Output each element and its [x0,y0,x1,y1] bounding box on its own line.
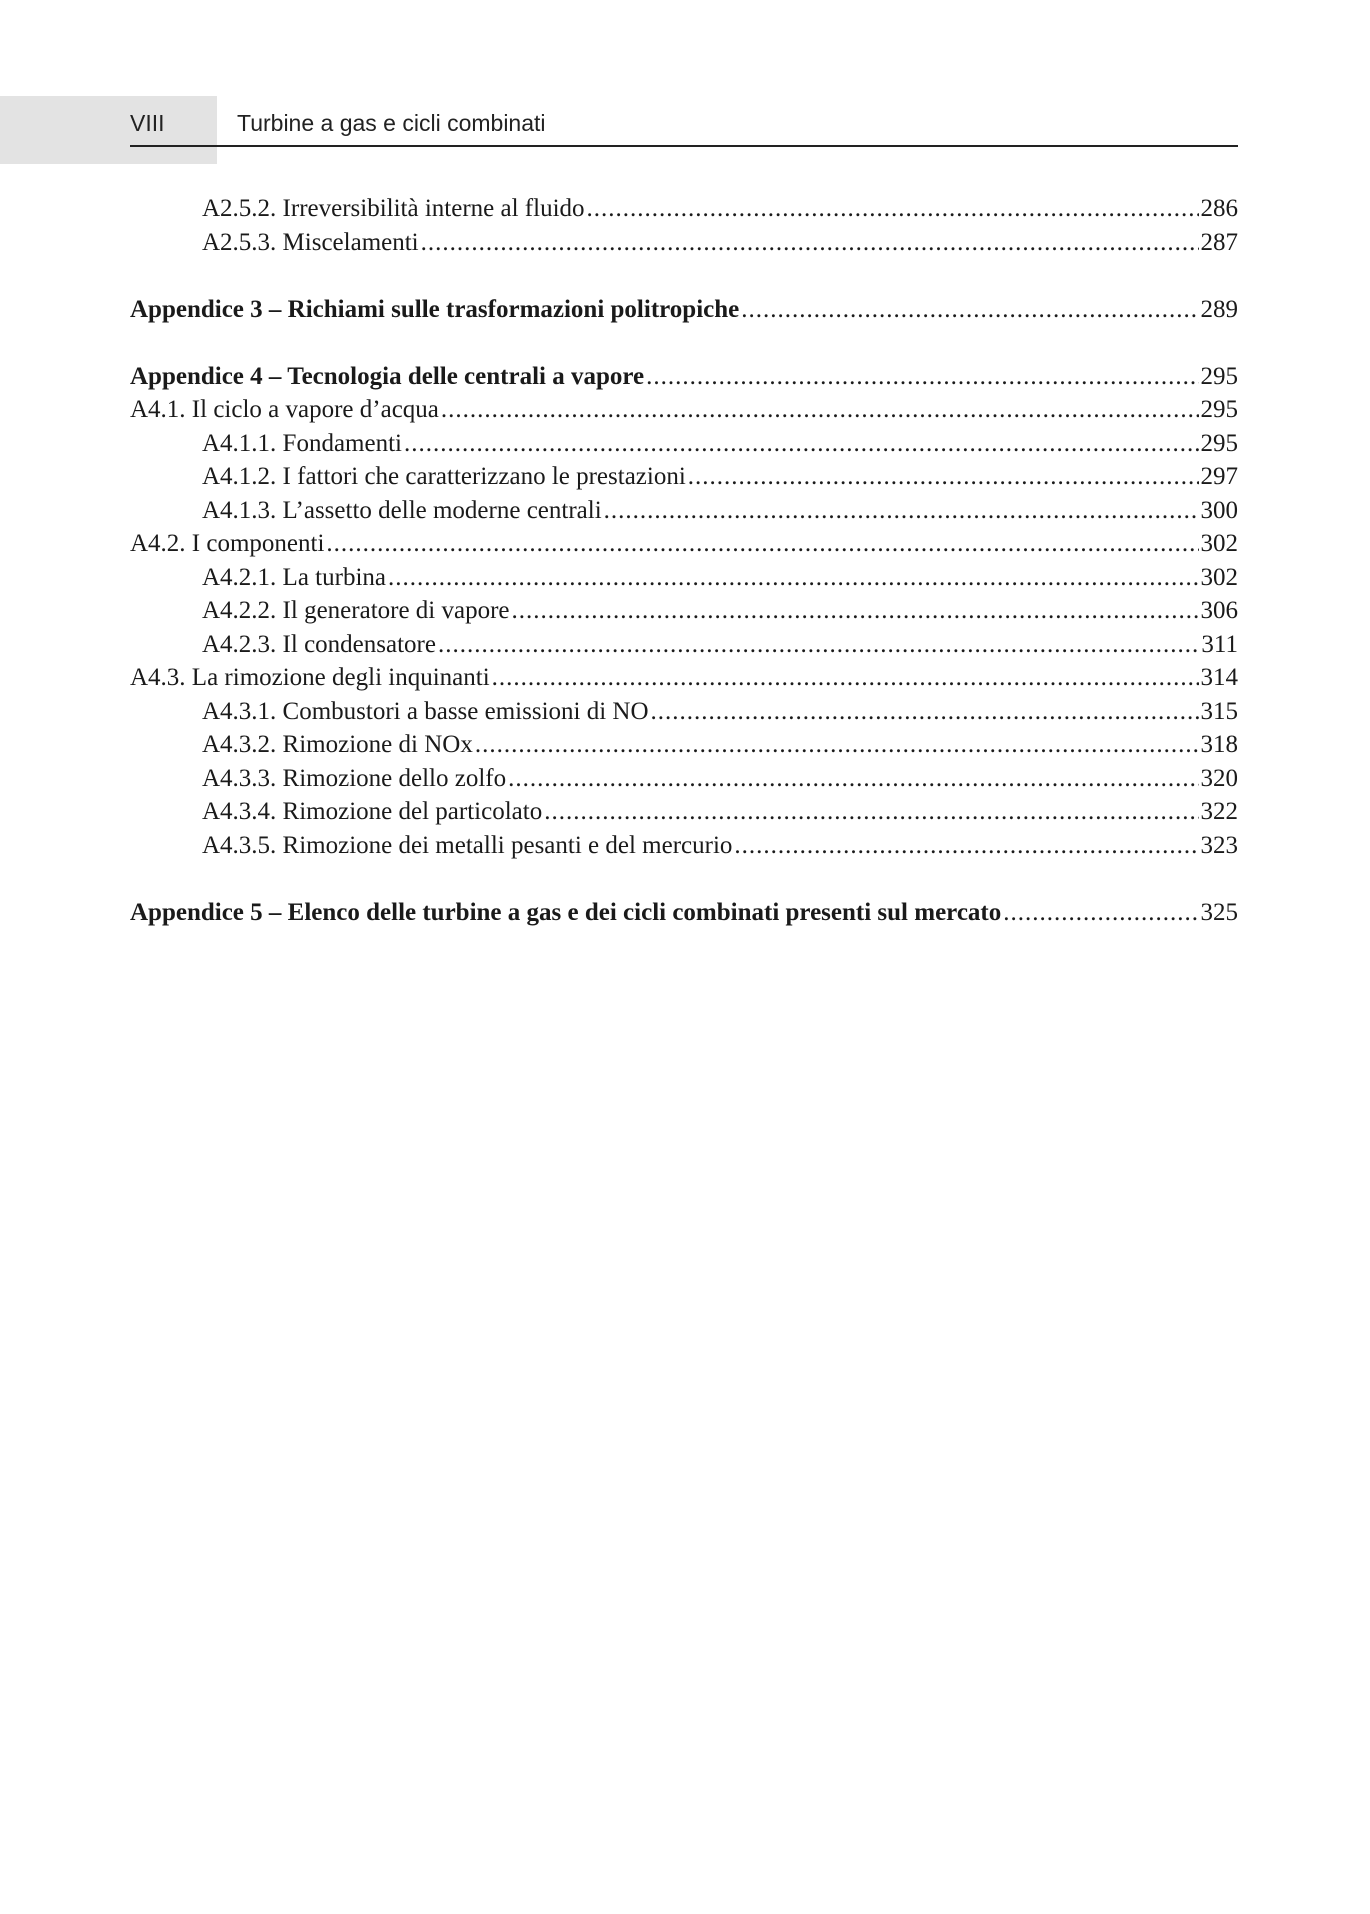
toc-spacer [130,326,1238,360]
running-header [130,110,1238,146]
toc-entry-title: Appendice 4 – Tecnologia delle centrali a vapore [130,362,645,390]
toc-page-number: 323 [1200,831,1238,859]
toc-dot-leader [741,293,1198,327]
toc-dot-leader [388,561,1199,595]
toc-dot-leader [587,192,1199,226]
toc-entry[interactable] [130,661,1238,695]
toc-dot-leader [512,594,1199,628]
toc-entry-title: A4.3.4. Rimozione del particolato [202,798,543,825]
toc-dot-leader [646,360,1198,394]
toc-page-number: 314 [1200,664,1238,691]
toc-entry-title: A4.2.1. La turbina [202,563,386,591]
toc-entry[interactable] [130,628,1238,662]
toc-page-number: 302 [1200,530,1238,557]
toc-entry[interactable] [130,527,1238,561]
toc-dot-leader [1003,896,1198,930]
toc-dot-leader [508,762,1198,796]
toc-dot-leader [604,494,1199,528]
toc-entry-title: A4.1.3. L’assetto delle moderne centrali [202,496,602,524]
toc-dot-leader [421,226,1199,260]
toc-entry[interactable] [130,460,1238,494]
toc-appendix-entry[interactable] [130,360,1238,394]
toc-page-number: 325 [1200,898,1238,926]
toc-dot-leader [404,427,1199,461]
toc-entry[interactable] [130,393,1238,427]
toc-page-number: 302 [1200,563,1238,591]
toc-spacer [130,862,1238,896]
toc-page-number: 320 [1200,764,1238,792]
toc-entry-title: A2.5.2. Irreversibilità interne al fluido [202,195,585,222]
toc-dot-leader [688,460,1199,494]
toc-dot-leader [475,728,1199,762]
toc-entry-title: Appendice 3 – Richiami sulle trasformazioni politropiche [130,295,740,323]
toc-entry[interactable] [130,494,1238,528]
toc-dot-leader [441,393,1199,427]
page-number: VIII [130,110,165,136]
toc-entry-title: A4.1.1. Fondamenti [202,429,402,457]
toc-page-number: 295 [1200,362,1238,390]
toc-entry[interactable] [130,762,1238,796]
toc-appendix-entry[interactable] [130,896,1238,930]
toc-entry[interactable] [130,695,1238,729]
toc-page-number: 306 [1200,597,1238,624]
toc-page-number: 300 [1200,496,1238,524]
toc-page-number: 289 [1200,295,1238,323]
toc-entry[interactable] [130,829,1238,863]
running-title: Turbine a gas e cicli combinati [237,110,546,136]
toc-page-number: 315 [1200,697,1238,725]
toc-page-number: 287 [1200,228,1238,256]
toc-entry-title: A4.2.3. Il condensatore [202,630,436,658]
toc-entry-title: A4.1.2. I fattori che caratterizzano le prestazioni [202,463,686,490]
toc-dot-leader [651,695,1199,729]
toc-entry[interactable] [130,594,1238,628]
toc-spacer [130,259,1238,293]
toc-entry[interactable] [130,795,1238,829]
toc-entry[interactable] [130,427,1238,461]
toc-page-number: 295 [1200,396,1238,423]
toc-entry[interactable] [130,192,1238,226]
toc-entry-title: A4.3.1. Combustori a basse emissioni di NO [202,697,649,725]
toc-page-number: 286 [1200,195,1238,222]
toc-dot-leader [734,829,1198,863]
toc-entry-title: A4.1. Il ciclo a vapore d’acqua [130,396,439,423]
toc-entry-title: A4.3.2. Rimozione di NOx [202,731,473,758]
toc-dot-leader [544,795,1198,829]
toc-page-number: 318 [1200,731,1238,758]
toc-entry[interactable] [130,561,1238,595]
toc-dot-leader [326,527,1198,561]
toc-entry-title: A4.3.5. Rimozione dei metalli pesanti e del mercurio [202,831,733,859]
header-rule [130,145,1238,147]
toc-entry-title: A4.2.2. Il generatore di vapore [202,597,510,624]
toc-entry-title: A4.2. I componenti [130,530,325,557]
toc-entry-title: Appendice 5 – Elenco delle turbine a gas e dei cicli combinati presenti sul mercato [130,898,1002,926]
toc-page-number: 295 [1200,429,1238,457]
toc-entry-title: A4.3. La rimozione degli inquinanti [130,664,490,691]
toc-appendix-entry[interactable] [130,293,1238,327]
toc-dot-leader [438,628,1199,662]
toc-page-number: 297 [1200,463,1238,490]
toc-page-number: 322 [1200,798,1238,825]
toc-entry[interactable] [130,728,1238,762]
toc-entry[interactable] [130,226,1238,260]
toc-entry-title: A4.3.3. Rimozione dello zolfo [202,764,507,792]
toc-entry-title: A2.5.3. Miscelamenti [202,228,419,256]
toc-page-number: 311 [1201,630,1238,658]
toc-dot-leader [492,661,1199,695]
table-of-contents [130,192,1238,929]
